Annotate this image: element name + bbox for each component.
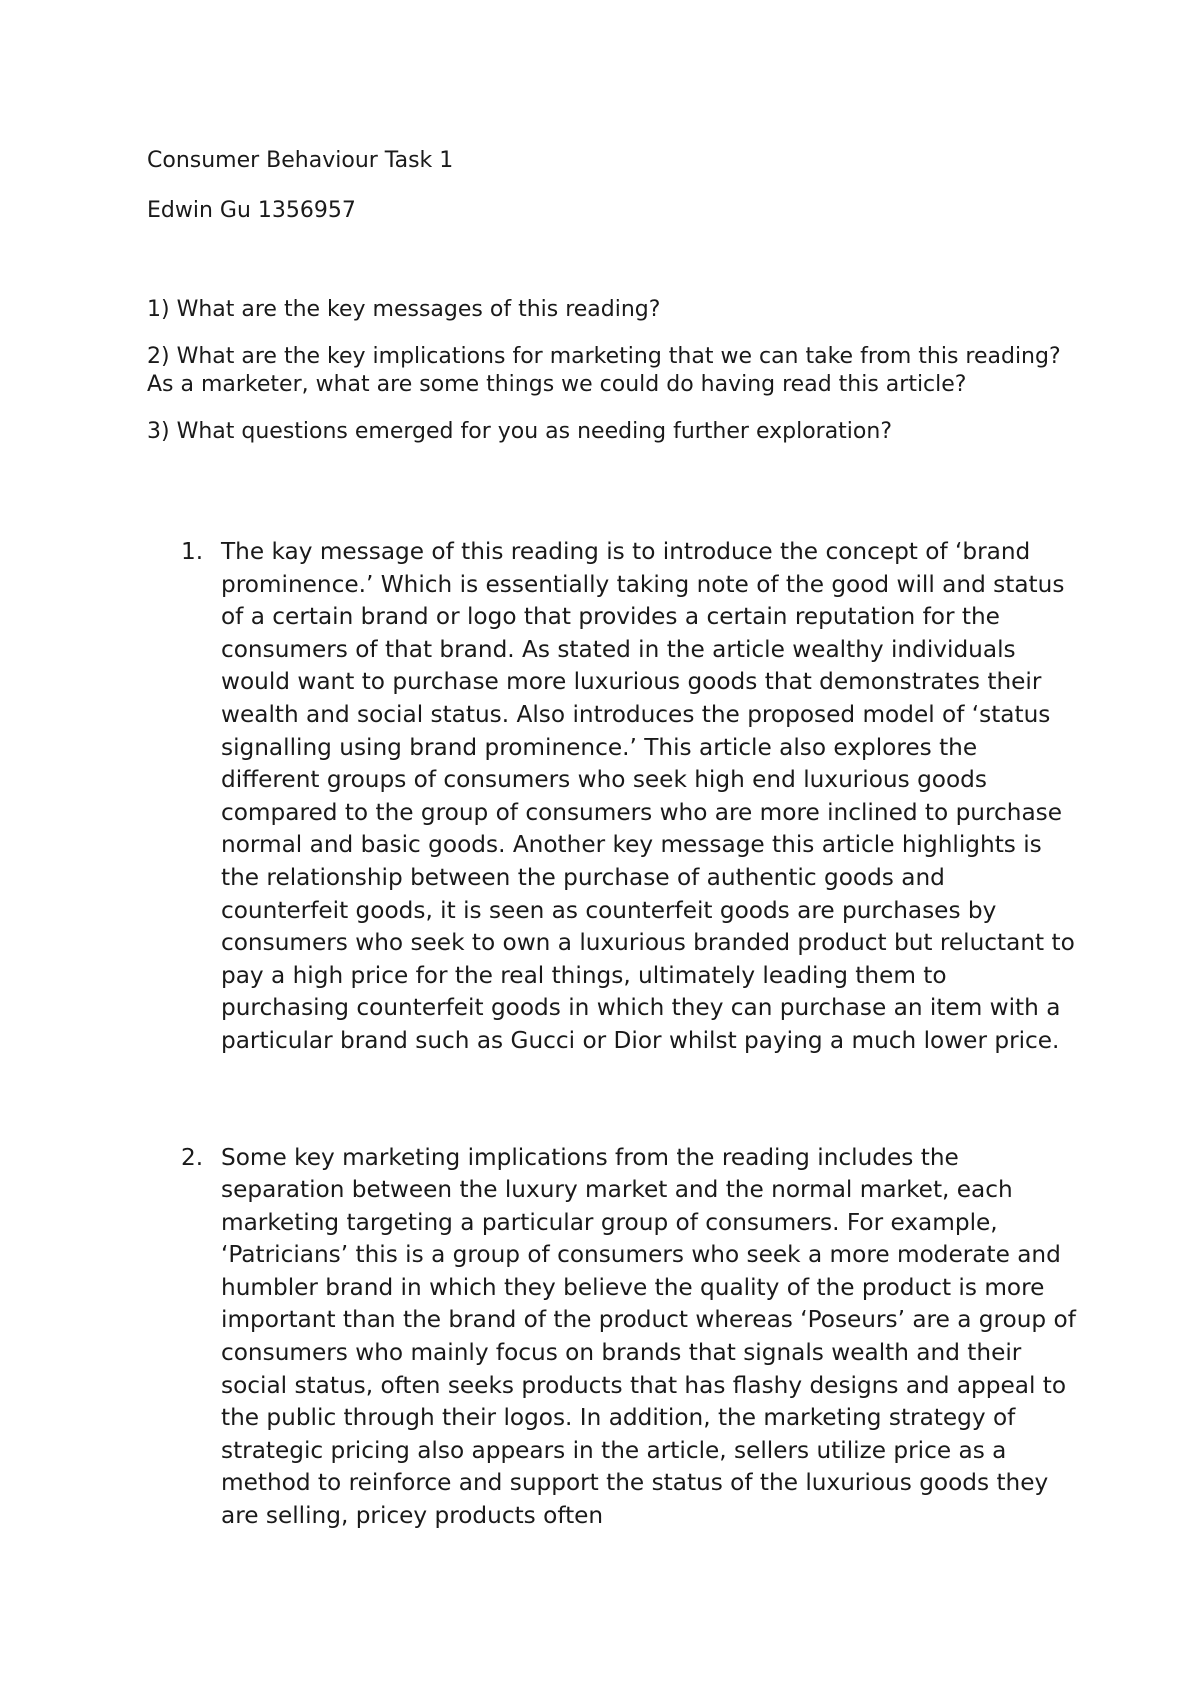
answer-text: Some key marketing implications from the reading includes the separation between the luxury market and the normal market, each marketing targeting a particular group of consumers. For example, ‘Patricians’ this is a group of consumers who seek a more moderate and humbler brand in which they believe the quality of the product is more important than the brand of the product whereas ‘Poseurs’ are a group of consumers who mainly focus on brands that signals wealth and their social status, often seeks products that has flashy designs and appeal to the public through their logos. In addition, the marketing strategy of strategic pricing also appears in the article, sellers utilize price as a method to reinforce and support the status of the luxurious goods they are selling, pricey products often [221, 1143, 1076, 1530]
answer-number: 2. [181, 1143, 204, 1171]
document-title: Consumer Behaviour Task 1 [147, 148, 454, 173]
question-item: 1) What are the key messages of this reading? [147, 297, 661, 322]
answer-number: 1. [181, 538, 204, 565]
question-item: 2) What are the key implications for marketing that we can take from this reading? As a marketer, what are some things we could do having read this article? [147, 344, 1061, 397]
question-list [147, 296, 1067, 465]
answer-list [147, 536, 1077, 1533]
answer-item [147, 1142, 1077, 1533]
question-item: 3) What questions emerged for you as needing further exploration? [147, 419, 893, 444]
answer-item [147, 536, 1077, 1058]
answer-text: The kay message of this reading is to introduce the concept of ‘brand prominence.’ Which is essentially taking note of the good will and status of a certain brand or logo that provides a certain reputation for the consumers of that brand. As stated in the article wealthy individuals would want to purchase more luxurious goods that demonstrates their wealth and social status. Also introduces the proposed model of ‘status signalling using brand prominence.’ This article also explores the different groups of consumers who seek high end luxurious goods compared to the group of consumers who are more inclined to purchase normal and basic goods. Another key message this article highlights is the relationship between the purchase of authentic goods and counterfeit goods, it is seen as counterfeit goods are purchases by consumers who seek to own a luxurious branded product but reluctant to pay a high price for the real things, ultimately leading them to purchasing counterfeit goods in which they can purchase an item with a particular brand such as Gucci or Dior whilst paying a much lower price. [221, 538, 1075, 1054]
document-author: Edwin Gu 1356957 [147, 198, 356, 223]
